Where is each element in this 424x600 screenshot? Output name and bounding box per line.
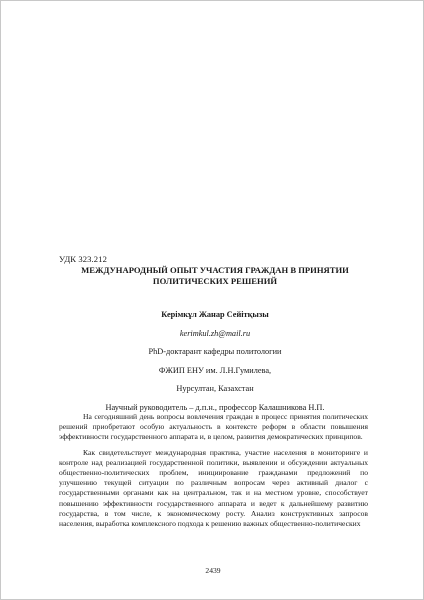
body-paragraph-2: Как свидетельствует международная практика, участие населения в мониторинге и контроле над реализацией государственной политики, выявлении и обсуждении актуальных общественно-политических проблем, инициирование гражданами предложений по улучшению текущей ситуации по различным вопросам через активный диалог с государственными органами как на центральном, так и на местном уровне, способствует повышению эффективности государственного аппарата и ведет к дальнейшему развитию государства, в том числе, к экономическому росту. Анализ конструктивных запросов населения, выработка комплексного подхода к решению важных общественно-политических	[59, 447, 368, 529]
udk-code: УДК 323.212	[59, 254, 107, 264]
author-location: Нурсултан, Казахстан	[176, 384, 254, 393]
author-university: ФЖИП ЕНУ им. Л.Н.Гумилева,	[158, 365, 272, 375]
paper-body	[59, 412, 368, 534]
body-paragraph-1: На сегодняшний день вопросы вовлечения граждан в процесс принятия политических решений приобретают особую актуальность в контексте реформ в области повышения эффективности государственного аппарата и, в целом, развития демократических принципов.	[59, 412, 368, 442]
title-line-2: ПОЛИТИЧЕСКИХ РЕШЕНИЙ	[152, 276, 278, 286]
title-line-1: МЕЖДУНАРОДНЫЙ ОПЫТ УЧАСТИЯ ГРАЖДАН В ПРИНЯТИИ	[81, 265, 349, 275]
author-block	[63, 306, 367, 417]
author-name: Керімкұл Жанар Сейітқызы	[161, 310, 269, 319]
scientific-supervisor: Научный руководитель – д.п.н., профессор Калашникова Н.П.	[105, 402, 325, 412]
author-position: PhD-доктарант кафедры политологии	[148, 347, 282, 356]
author-email: kerimkul.zh@mail.ru	[179, 328, 251, 338]
paper-title	[63, 265, 367, 287]
page-number: 2439	[205, 566, 221, 575]
